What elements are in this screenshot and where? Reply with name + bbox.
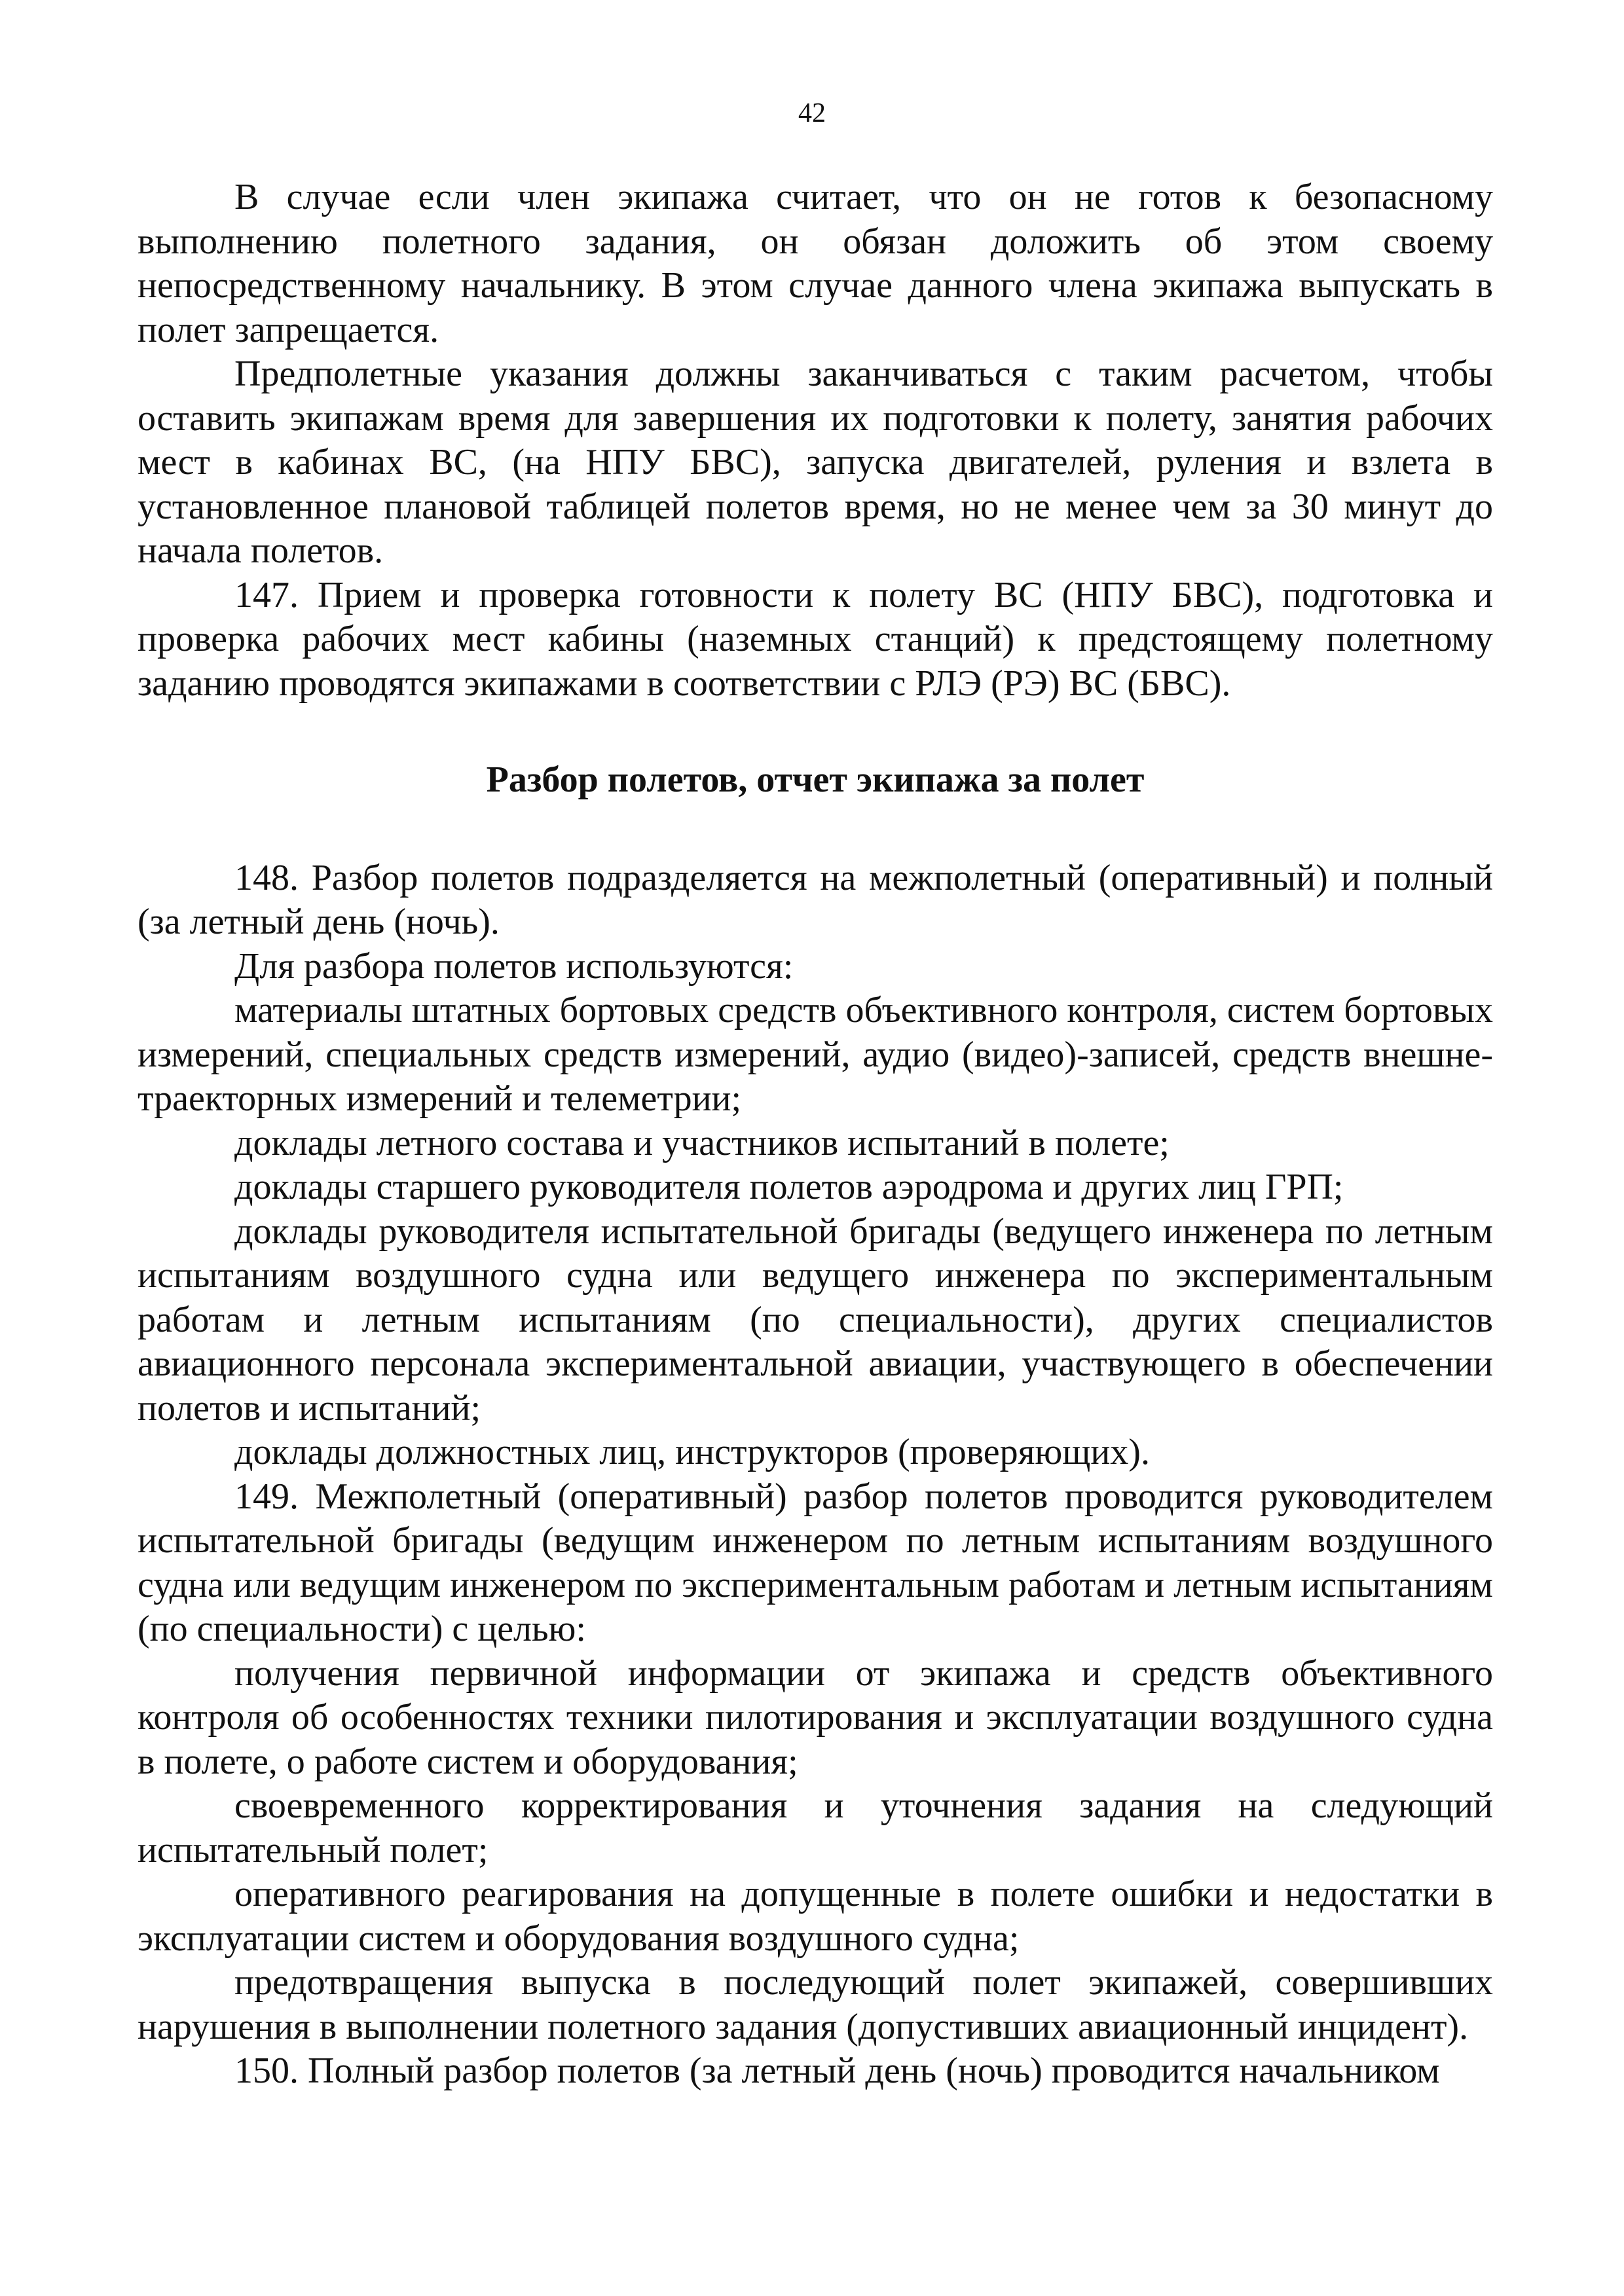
paragraph: 147. Прием и проверка готовности к полету ВС (НПУ БВС), подготовка и проверка рабочих мест кабины (наземных станций) к предстоящему полетному заданию проводятся экипажами в соответствии с РЛЭ (РЭ) ВС (БВС). bbox=[138, 574, 1493, 704]
page-number: 42 bbox=[798, 98, 826, 128]
paragraph: Для разбора полетов используются: bbox=[234, 945, 794, 987]
paragraph: В случае если член экипажа считает, что он не готов к безопасному выполнению полетного задания, он обязан доложить об этом своему непосредственному начальнику. В этом случае данного члена экипажа выпускать в полет запрещается. bbox=[138, 177, 1493, 350]
paragraph: материалы штатных бортовых средств объективного контроля, систем бортовых измерений, специальных средств измерений, аудио (видео)-записей, средств внешне-траекторных измерений и телеметрии; bbox=[138, 990, 1493, 1119]
paragraph: 148. Разбор полетов подразделяется на межполетный (оперативный) и полный (за летный день (ночь). bbox=[138, 857, 1493, 942]
paragraph: доклады старшего руководителя полетов аэродрома и других лиц ГРП; bbox=[234, 1167, 1344, 1207]
paragraph: доклады должностных лиц, инструкторов (проверяющих). bbox=[234, 1432, 1150, 1472]
paragraph: доклады руководителя испытательной бригады (ведущего инженера по летным испытаниям воздушного судна или ведущего инженера по экспериментальным работам и летным испытаниям (по специальности), других специалистов авиационного персонала экспериментальной авиации, участвующего в обеспечении полетов и испытаний; bbox=[138, 1211, 1493, 1429]
paragraph: оперативного реагирования на допущенные в полете ошибки и недостатки в эксплуатации систем и оборудования воздушного судна; bbox=[138, 1874, 1493, 1959]
paragraph: доклады летного состава и участников испытаний в полете; bbox=[234, 1122, 1170, 1163]
paragraph: Предполетные указания должны заканчиваться с таким расчетом, чтобы оставить экипажам время для завершения их подготовки к полету, занятия рабочих мест в кабинах ВС, (на НПУ БВС), запуска двигателей, руления и взлета в установленное плановой таблицей полетов время, но не менее чем за 30 минут до начала полетов. bbox=[138, 354, 1493, 571]
paragraph: получения первичной информации от экипажа и средств объективного контроля об особенностях техники пилотирования и эксплуатации воздушного судна в полете, о работе систем и оборудования; bbox=[138, 1652, 1493, 1782]
paragraph: 150. Полный разбор полетов (за летный день (ночь) проводится начальником bbox=[234, 2050, 1440, 2091]
paragraph: предотвращения выпуска в последующий полет экипажей, совершивших нарушения в выполнении полетного задания (допустивших авиационный инцидент). bbox=[138, 1962, 1493, 2047]
paragraph: своевременного корректирования и уточнения задания на следующий испытательный полет; bbox=[138, 1785, 1493, 1870]
section-heading: Разбор полетов, отчет экипажа за полет bbox=[486, 759, 1145, 800]
document-body bbox=[138, 175, 1493, 2094]
paragraph: 149. Межполетный (оперативный) разбор полетов проводится руководителем испытательной бригады (ведущим инженером по летным испытаниям воздушного судна или ведущим инженером по экспериментальным работам и летным испытаниям (по специальности) с целью: bbox=[138, 1476, 1493, 1649]
